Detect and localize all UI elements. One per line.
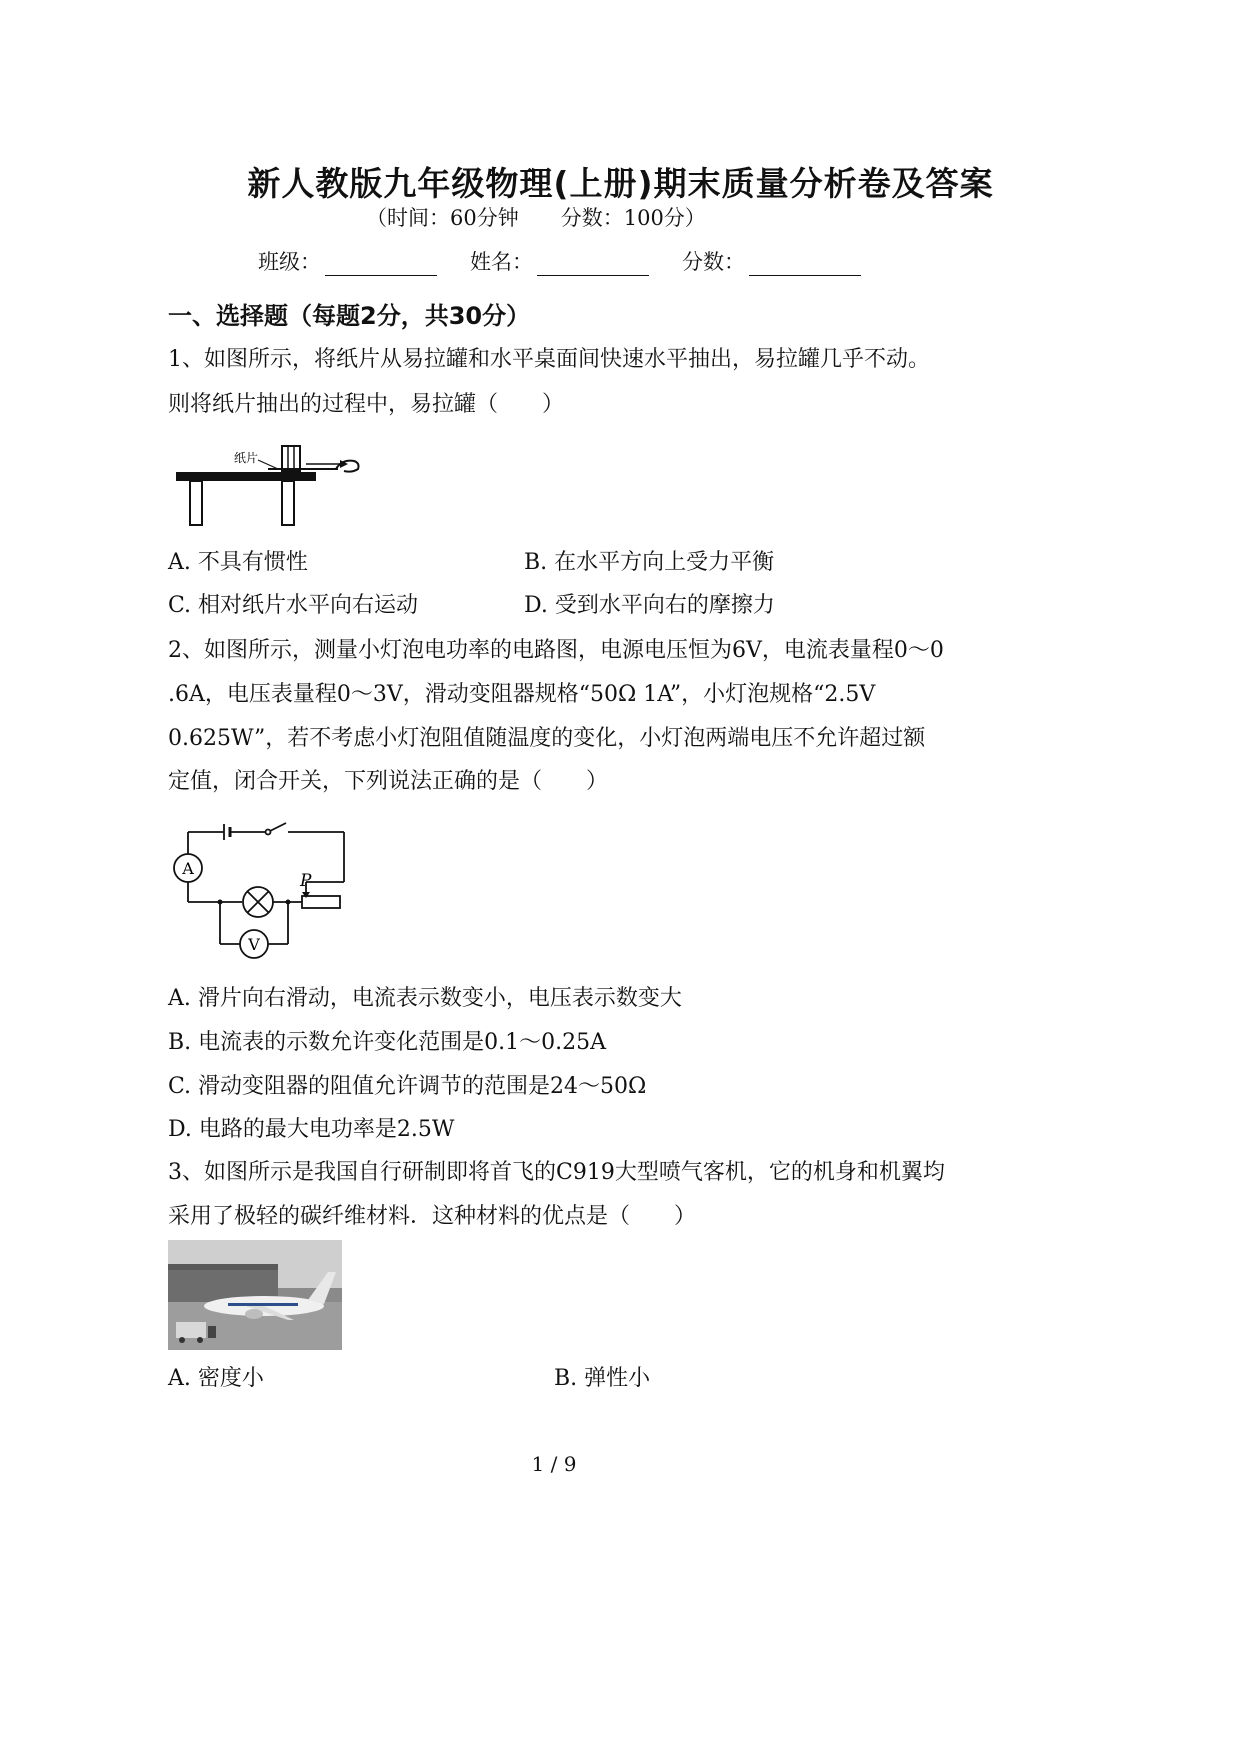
exam-meta: （时间：60分钟 分数：100分） bbox=[366, 206, 706, 230]
score-blank[interactable] bbox=[749, 253, 861, 276]
class-field bbox=[258, 246, 437, 276]
page-number: 1 / 9 bbox=[531, 1452, 577, 1476]
score-field bbox=[682, 246, 861, 276]
q3-text-line1: 3、如图所示是我国自行研制即将首飞的C919大型喷气客机，它的机身和机翼均 bbox=[168, 1160, 945, 1185]
q1-can bbox=[282, 446, 300, 471]
q2-option-c[interactable]: C. 滑动变阻器的阻值允许调节的范围是24～50Ω bbox=[168, 1074, 647, 1099]
q1-option-a[interactable]: A. 不具有惯性 bbox=[168, 550, 308, 575]
q1-text-line2: 则将纸片抽出的过程中，易拉罐（ ） bbox=[168, 392, 565, 417]
q1-option-c[interactable]: C. 相对纸片水平向右运动 bbox=[168, 593, 419, 618]
q1-figure-label: 纸片 bbox=[234, 451, 259, 465]
class-blank[interactable] bbox=[325, 253, 437, 276]
name-blank[interactable] bbox=[537, 253, 649, 276]
q2-slider-label: P bbox=[300, 871, 312, 891]
q2-text-line4: 定值，闭合开关，下列说法正确的是（ ） bbox=[168, 769, 609, 794]
q1-option-d[interactable]: D. 受到水平向右的摩擦力 bbox=[524, 593, 775, 618]
q2-circuit-diagram bbox=[168, 818, 358, 964]
q2-text-line1: 2、如图所示，测量小灯泡电功率的电路图，电源电压恒为6V，电流表量程0～0 bbox=[168, 638, 944, 663]
q1-figure-table-can bbox=[168, 438, 368, 530]
q2-text-line3: 0.625W”，若不考虑小灯泡阻值随温度的变化，小灯泡两端电压不允许超过额 bbox=[168, 726, 926, 751]
q2-option-b[interactable]: B. 电流表的示数允许变化范围是0.1～0.25A bbox=[168, 1030, 607, 1055]
q1-hand bbox=[336, 461, 359, 472]
q3-option-a[interactable]: A. 密度小 bbox=[168, 1366, 264, 1391]
q3-c919-airplane-photo bbox=[168, 1240, 342, 1350]
q2-voltmeter-label: V bbox=[248, 935, 260, 954]
q1-table-leg-right bbox=[282, 481, 294, 525]
section-heading: 一、选择题（每题2分，共30分） bbox=[168, 302, 531, 330]
q2-ammeter-label: A bbox=[182, 859, 194, 878]
q2-text-line2: .6A，电压表量程0～3V，滑动变阻器规格“50Ω 1A”，小灯泡规格“2.5V bbox=[168, 682, 876, 707]
q2-option-a[interactable]: A. 滑片向右滑动，电流表示数变小，电压表示数变大 bbox=[168, 986, 682, 1011]
name-field bbox=[470, 246, 649, 276]
q1-table-leg-left bbox=[190, 481, 202, 525]
q2-option-d[interactable]: D. 电路的最大电功率是2.5W bbox=[168, 1117, 455, 1142]
q1-option-b[interactable]: B. 在水平方向上受力平衡 bbox=[524, 550, 775, 575]
q2-rheostat bbox=[302, 896, 340, 908]
name-label: 姓名： bbox=[470, 250, 533, 274]
q3-text-line2: 采用了极轻的碳纤维材料．这种材料的优点是（ ） bbox=[168, 1204, 697, 1229]
q3-option-b[interactable]: B. 弹性小 bbox=[554, 1366, 651, 1391]
score-label: 分数： bbox=[682, 250, 745, 274]
class-label: 班级： bbox=[258, 250, 321, 274]
q2-switch bbox=[270, 823, 286, 831]
q1-text-line1: 1、如图所示，将纸片从易拉罐和水平桌面间快速水平抽出，易拉罐几乎不动。 bbox=[168, 347, 930, 372]
q1-tabletop bbox=[176, 472, 316, 481]
page-title: 新人教版九年级物理(上册)期末质量分析卷及答案 bbox=[247, 164, 994, 203]
q2-slider-arrow bbox=[302, 892, 310, 898]
q3-photo-vehicle bbox=[176, 1322, 206, 1338]
